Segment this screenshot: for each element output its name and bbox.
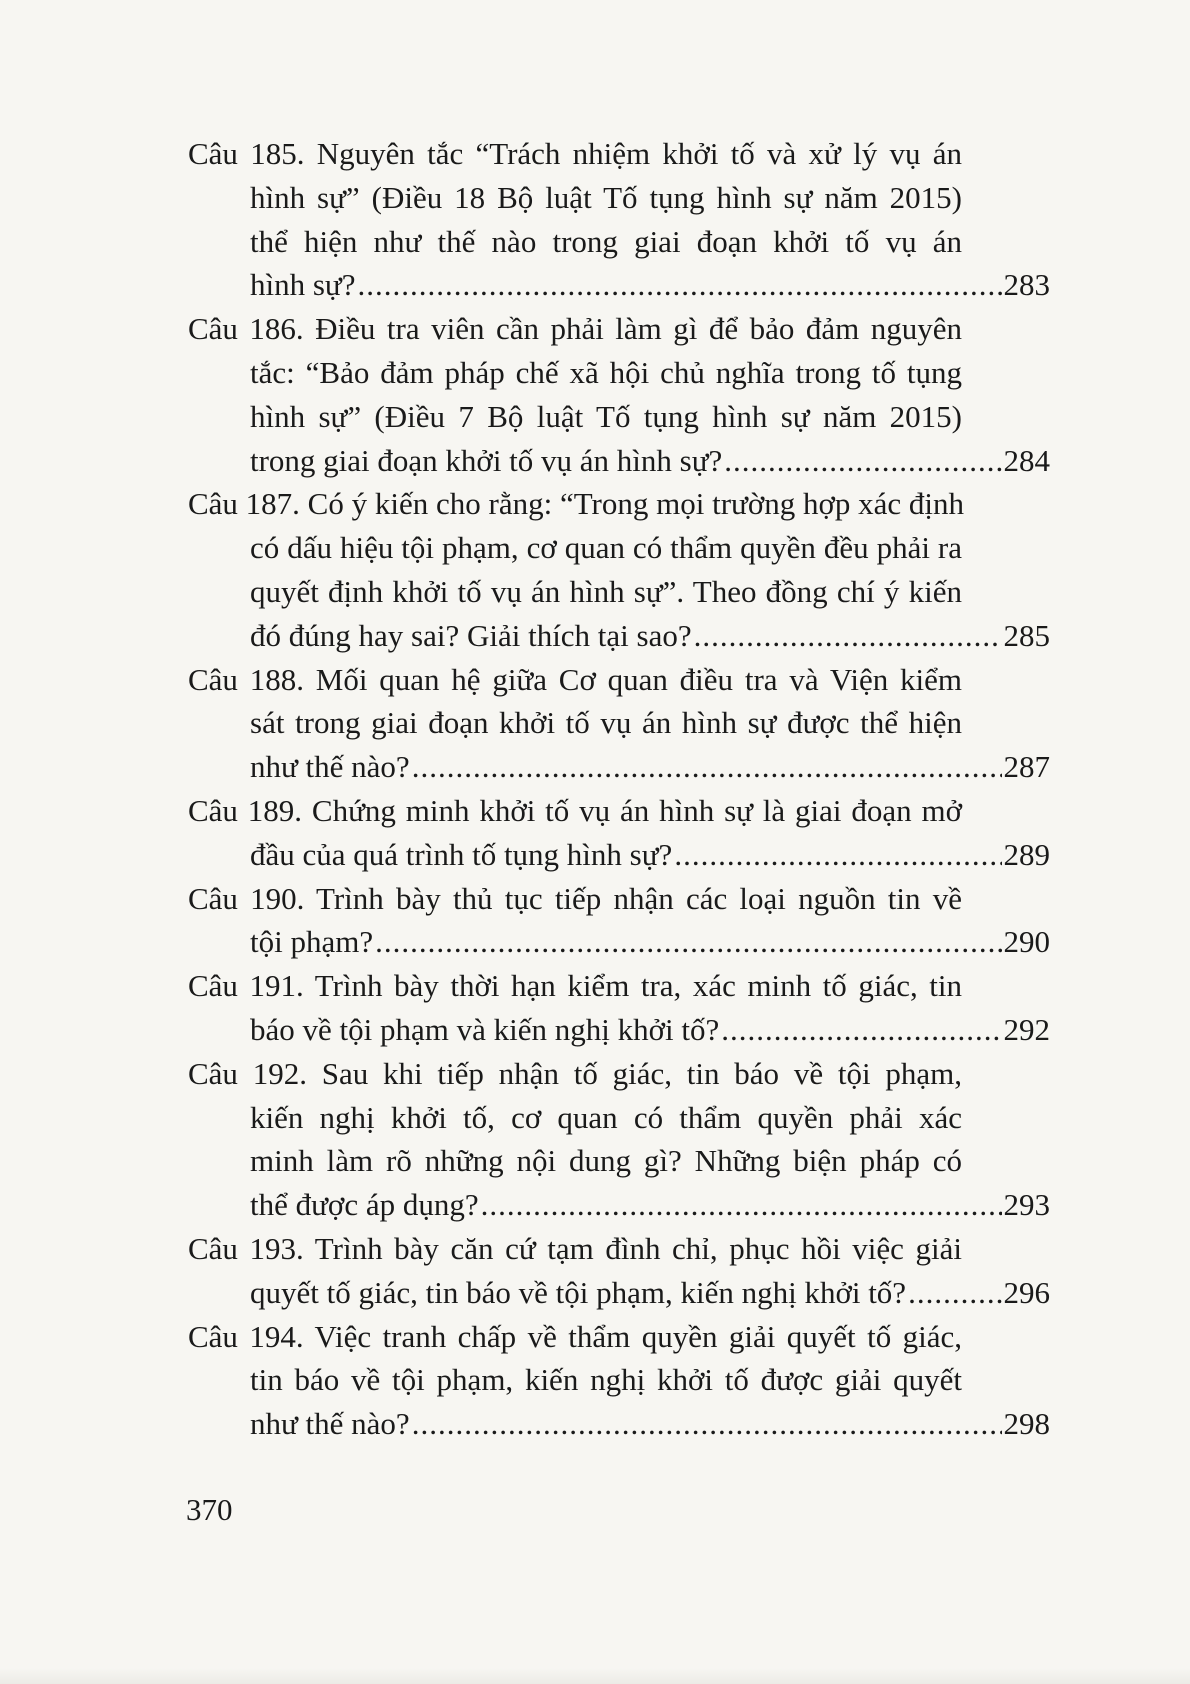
toc-entry-last-line xyxy=(188,263,1050,307)
toc-page-ref: 287 xyxy=(1003,749,1050,785)
toc-page-ref: 298 xyxy=(1003,1406,1050,1442)
toc-entry-last-line xyxy=(188,833,1050,877)
dot-leader xyxy=(721,1008,1001,1052)
toc-page-ref: 296 xyxy=(1003,1274,1050,1310)
toc-entry-last-line xyxy=(188,1008,1050,1052)
toc-entry-text: báo về tội phạm và kiến nghị khởi tố? xyxy=(250,1011,720,1047)
toc-entry-text: tội phạm? xyxy=(250,924,374,960)
toc-entry-186 xyxy=(188,307,1050,482)
toc-entry-last-line xyxy=(188,439,1050,483)
dot-leader xyxy=(724,439,1001,483)
toc-entry-190 xyxy=(188,877,1050,965)
toc-entry-line: quyết định khởi tố vụ án hình sự”. Theo đồng chí ý kiến xyxy=(250,573,962,609)
scan-edge xyxy=(0,1668,1190,1684)
toc-entry-line: sát trong giai đoạn khởi tố vụ án hình sự được thể hiện xyxy=(250,705,962,741)
toc-entry-last-line xyxy=(188,920,1050,964)
toc-entry-text: đầu của quá trình tố tụng hình sự? xyxy=(250,836,673,872)
toc-entry-text: trong giai đoạn khởi tố vụ án hình sự? xyxy=(250,442,723,478)
toc-entry-194 xyxy=(188,1315,1050,1446)
toc-entry-last-line xyxy=(188,1271,1050,1315)
toc-entry-text: thể được áp dụng? xyxy=(250,1187,479,1223)
toc-entry-line: Câu 192. Sau khi tiếp nhận tố giác, tin báo về tội phạm, xyxy=(188,1055,962,1091)
dot-leader xyxy=(375,920,1001,964)
toc-entry-line: tắc: “Bảo đảm pháp chế xã hội chủ nghĩa trong tố tụng xyxy=(250,354,962,390)
toc-entry-191 xyxy=(188,964,1050,1052)
toc-entry-last-line xyxy=(188,745,1050,789)
dot-leader xyxy=(412,1402,1002,1446)
dot-leader xyxy=(694,614,1002,658)
dot-leader xyxy=(908,1271,1001,1315)
toc-page-ref: 283 xyxy=(1003,267,1050,303)
toc-entry-192 xyxy=(188,1052,1050,1227)
toc-entry-text: như thế nào? xyxy=(250,1406,410,1442)
toc-entry-line: Câu 193. Trình bày căn cứ tạm đình chỉ, phục hồi việc giải xyxy=(188,1230,962,1266)
toc-entry-text: hình sự? xyxy=(250,267,356,303)
toc-entry-line: hình sự” (Điều 7 Bộ luật Tố tụng hình sự năm 2015) xyxy=(250,398,962,434)
toc-entry-line: có dấu hiệu tội phạm, cơ quan có thẩm quyền đều phải ra xyxy=(250,530,962,566)
toc-page-ref: 292 xyxy=(1003,1011,1050,1047)
toc-entry-line: Câu 189. Chứng minh khởi tố vụ án hình sự là giai đoạn mở xyxy=(188,792,962,828)
toc-entry-line: Câu 185. Nguyên tắc “Trách nhiệm khởi tố và xử lý vụ án xyxy=(188,136,962,171)
toc-page-ref: 285 xyxy=(1003,617,1050,653)
toc-entry-line: tin báo về tội phạm, kiến nghị khởi tố được giải quyết xyxy=(250,1362,962,1398)
toc-entry-last-line xyxy=(188,1402,1050,1446)
toc-page-ref: 290 xyxy=(1003,924,1050,960)
dot-leader xyxy=(412,745,1002,789)
toc-entry-text: như thế nào? xyxy=(250,749,410,785)
toc-entry-line: minh làm rõ những nội dung gì? Những biện pháp có xyxy=(250,1143,962,1179)
toc-entry-185 xyxy=(188,132,1050,307)
toc-entry-last-line xyxy=(188,1183,1050,1227)
toc-entry-188 xyxy=(188,658,1050,789)
toc-entry-line: hình sự” (Điều 18 Bộ luật Tố tụng hình sự năm 2015) xyxy=(250,179,962,215)
toc-entry-line: thể hiện như thế nào trong giai đoạn khởi tố vụ án xyxy=(250,223,962,259)
toc-entry-193 xyxy=(188,1227,1050,1315)
toc-entry-187 xyxy=(188,482,1050,657)
dot-leader xyxy=(358,263,1002,307)
toc-page-ref: 293 xyxy=(1003,1187,1050,1223)
toc-entry-line: Câu 186. Điều tra viên cần phải làm gì để bảo đảm nguyên xyxy=(188,311,962,347)
toc-page-ref: 284 xyxy=(1003,442,1050,478)
toc-entry-189 xyxy=(188,789,1050,877)
toc-entry-line: kiến nghị khởi tố, cơ quan có thẩm quyền phải xác xyxy=(250,1099,962,1135)
toc-page-ref: 289 xyxy=(1003,836,1050,872)
toc-entry-line: Câu 194. Việc tranh chấp về thẩm quyền giải quyết tố giác, xyxy=(188,1318,962,1354)
page-number: 370 xyxy=(186,1492,233,1527)
toc-entry-line: Câu 191. Trình bày thời hạn kiểm tra, xác minh tố giác, tin xyxy=(188,968,962,1004)
toc-entry-last-line xyxy=(188,614,1050,658)
toc-entry-line: Câu 190. Trình bày thủ tục tiếp nhận các loại nguồn tin về xyxy=(188,880,962,916)
dot-leader xyxy=(674,833,1001,877)
toc-entry-line: Câu 188. Mối quan hệ giữa Cơ quan điều tra và Viện kiểm xyxy=(188,661,962,697)
dot-leader xyxy=(481,1183,1002,1227)
table-of-contents xyxy=(188,132,1050,1446)
toc-entry-line: Câu 187. Có ý kiến cho rằng: “Trong mọi trường hợp xác định xyxy=(188,486,964,522)
toc-entry-text: quyết tố giác, tin báo về tội phạm, kiến nghị khởi tố? xyxy=(250,1274,907,1310)
toc-entry-text: đó đúng hay sai? Giải thích tại sao? xyxy=(250,617,692,653)
